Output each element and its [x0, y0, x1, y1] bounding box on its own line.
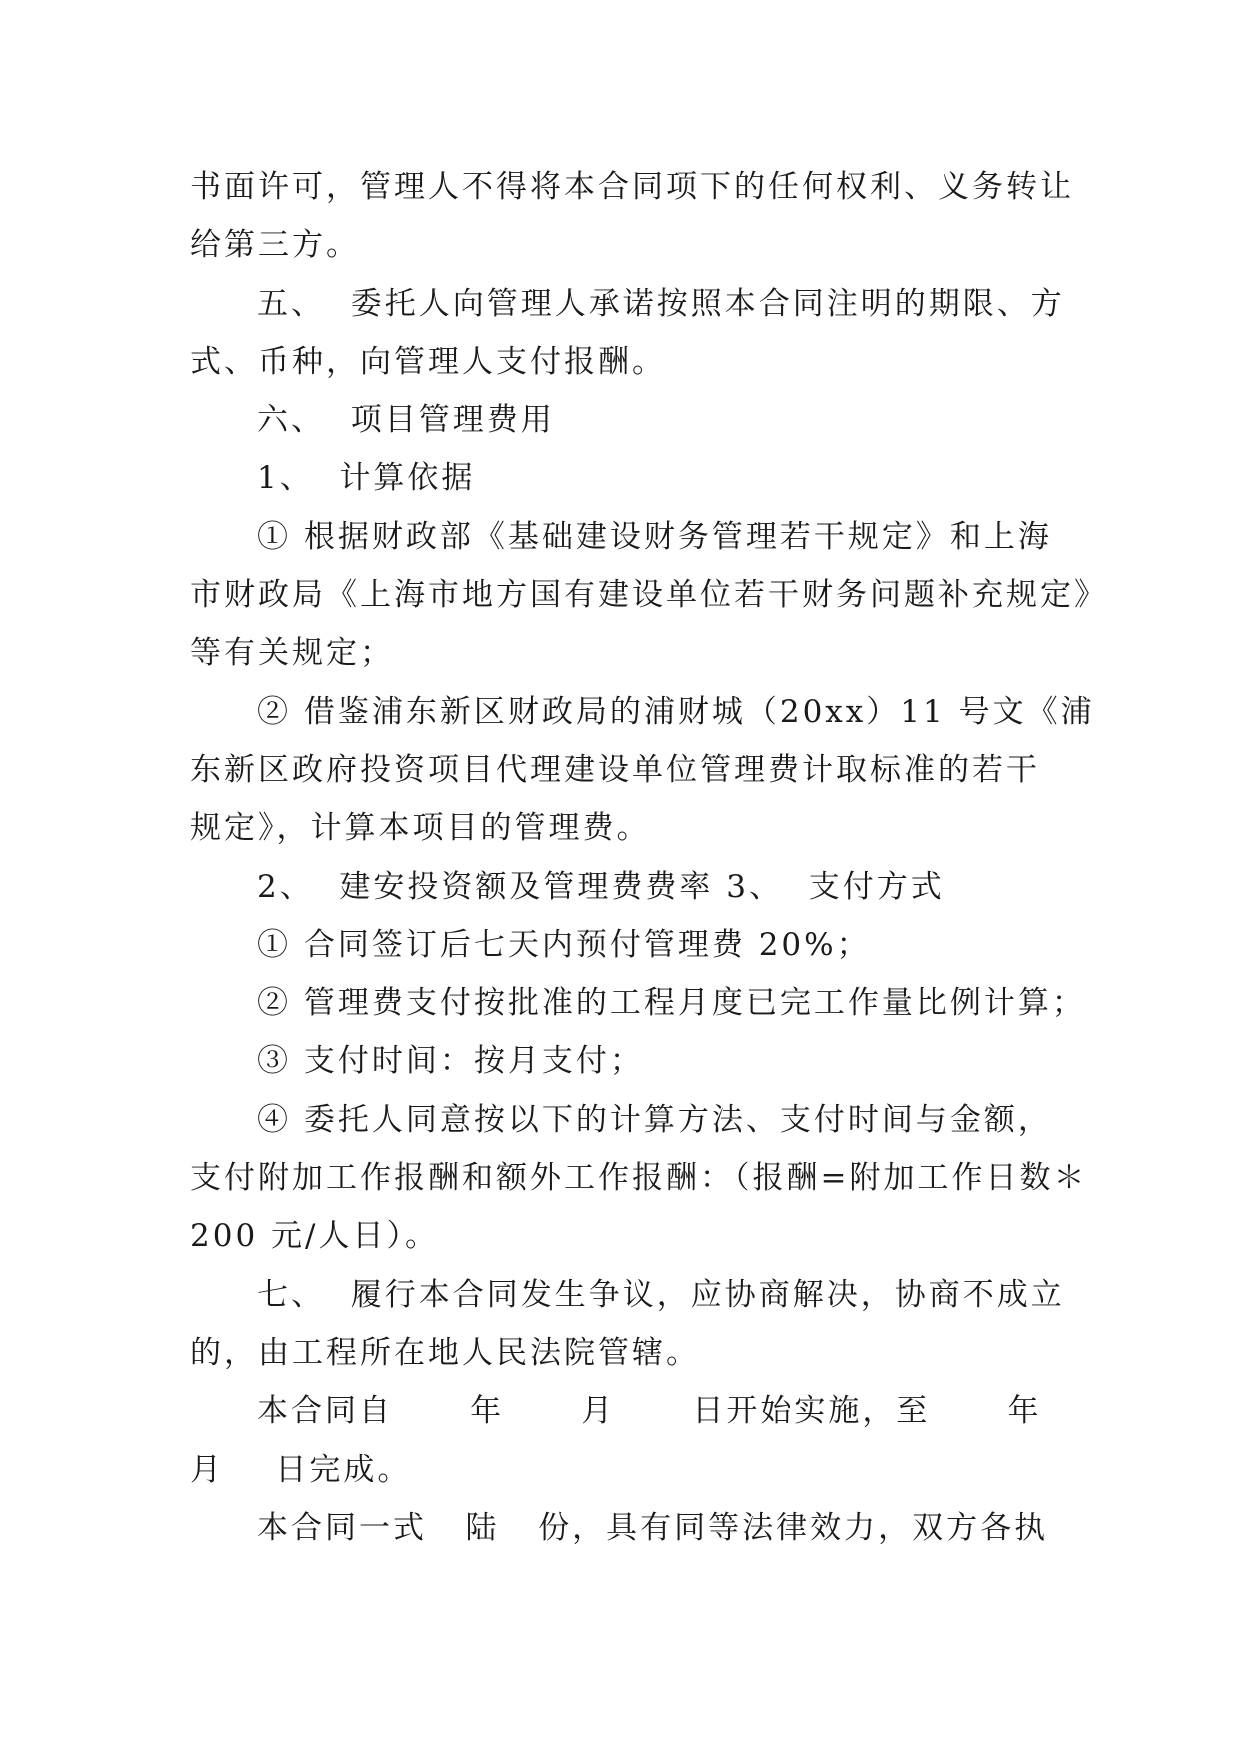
clause-5-line: 五、 委托人向管理人承诺按照本合同注明的期限、方 — [257, 285, 1065, 322]
text-line: 等有关规定； — [190, 635, 394, 672]
item-line: ② 管理费支付按批准的工程月度已完工作量比例计算； — [257, 985, 1086, 1022]
item-line: ① 合同签订后七天内预付管理费 20%； — [257, 926, 871, 963]
term-line: 本合同自 年 月 日开始实施，至 年 — [257, 1393, 1042, 1430]
clause-7-line: 七、 履行本合同发生争议，应协商解决，协商不成立 — [257, 1276, 1065, 1313]
text-line: 给第三方。 — [190, 227, 360, 264]
contract-text — [190, 158, 1108, 1557]
text-line: 书面许可，管理人不得将本合同项下的任何权利、义务转让 — [190, 169, 1074, 205]
text-line: 式、币种，向管理人支付报酬。 — [190, 343, 666, 380]
sub-heading-calculation-basis: 1、 计算依据 — [257, 460, 476, 497]
text-line: 月 日完成。 — [190, 1451, 412, 1488]
text-line: 200 元/人日）。 — [190, 1218, 439, 1255]
item-line: ① 根据财政部《基础建设财务管理若干规定》和上海 — [257, 518, 1052, 555]
item-line: ④ 委托人同意按以下的计算方法、支付时间与金额， — [257, 1101, 1052, 1138]
text-line: 规定》，计算本项目的管理费。 — [190, 810, 651, 847]
item-line: ② 借鉴浦东新区财政局的浦财城（20xx）11 号文《浦 — [257, 693, 1095, 730]
text-line: 支付附加工作报酬和额外工作报酬：（报酬=附加工作日数＊ — [190, 1160, 1088, 1197]
text-line: 市财政局《上海市地方国有建设单位若干财务问题补充规定》 — [190, 577, 1108, 614]
clause-6-heading: 六、 项目管理费用 — [257, 402, 555, 439]
text-line: 的，由工程所在地人民法院管辖。 — [190, 1334, 700, 1371]
text-line: 东新区政府投资项目代理建设单位管理费计取标准的若干 — [190, 751, 1040, 788]
item-line: ③ 支付时间：按月支付； — [257, 1043, 644, 1080]
sub-heading-investment-payment: 2、 建安投资额及管理费费率 3、 支付方式 — [257, 868, 945, 905]
copies-line: 本合同一式 陆 份，具有同等法律效力，双方各执 — [257, 1509, 1049, 1546]
